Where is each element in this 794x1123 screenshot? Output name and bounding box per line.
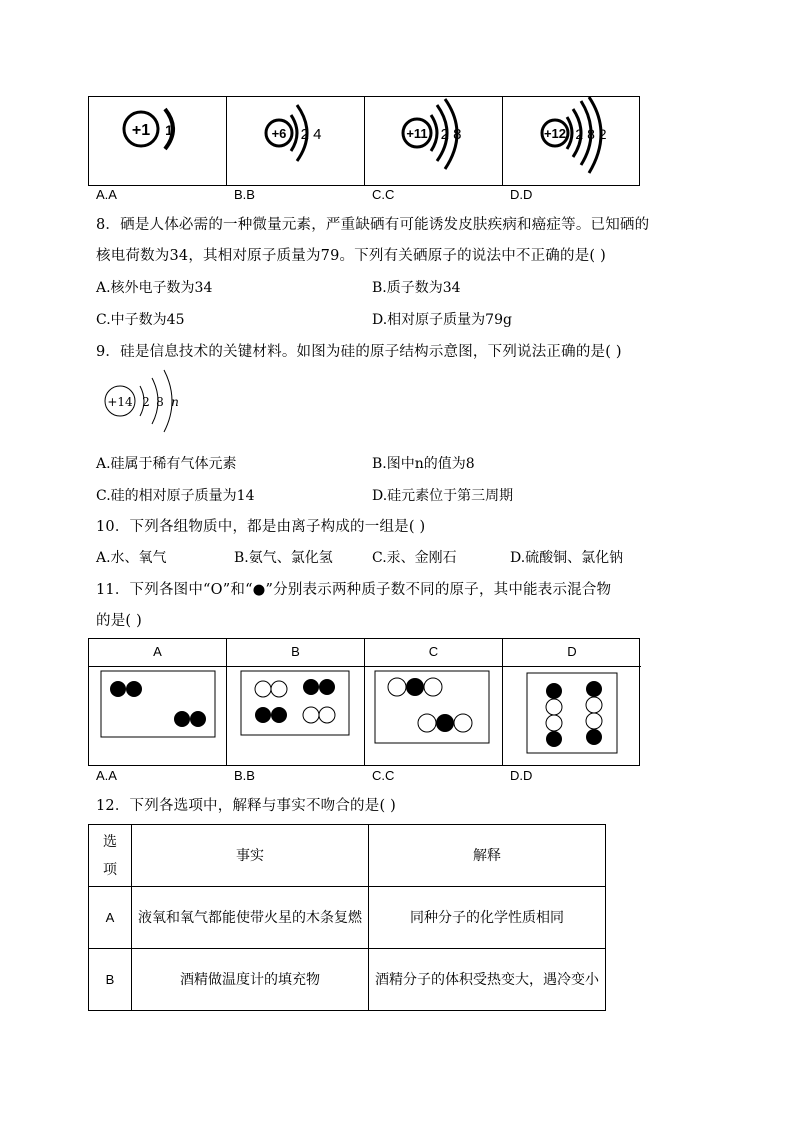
- table-row: [89, 949, 606, 1011]
- q7-cell-c: [365, 97, 503, 185]
- q8-option-d[interactable]: D.相对原子质量为79g: [372, 312, 512, 328]
- q7-option-b[interactable]: B.B: [234, 187, 255, 202]
- q12-stem: 12．下列各选项中，解释与事实不吻合的是( ): [96, 798, 396, 814]
- q8-option-b[interactable]: B.质子数为34: [372, 280, 461, 296]
- q12-row-a-fact: 液氧和氧气都能使带火星的木条复燃: [132, 887, 369, 949]
- q12-header-fact: 事实: [132, 825, 369, 887]
- silicon-atom-diagram: [100, 368, 200, 436]
- svg-text:2 8: 2 8: [440, 126, 462, 143]
- q11-figure-a: [89, 667, 227, 765]
- atom-diagram-c: [365, 97, 503, 185]
- q7-cell-a: [89, 97, 227, 185]
- q7-option-d[interactable]: D.D: [510, 187, 533, 202]
- q12-row-a-option: A: [89, 887, 132, 949]
- q11-figure-d: [503, 667, 641, 765]
- svg-text:+11: +11: [406, 126, 428, 141]
- table-row: [89, 887, 606, 949]
- q9-option-c[interactable]: C.硅的相对原子质量为14: [96, 488, 255, 504]
- q9-option-b[interactable]: B.图中n的值为8: [372, 456, 475, 472]
- q11-option-c[interactable]: C.C: [372, 768, 395, 783]
- q12-row-b-explain: 酒精分子的体积受热变大，遇冷变小: [369, 949, 606, 1011]
- svg-text:2 4: 2 4: [300, 126, 322, 143]
- q12-table: [88, 824, 606, 1011]
- q11-option-a[interactable]: A.A: [96, 768, 117, 783]
- q11-header-d: D: [503, 639, 641, 667]
- q12-header-option: 选 项: [89, 825, 132, 887]
- q11-header-c: C: [365, 639, 503, 667]
- q11-options-table: [88, 638, 640, 766]
- q11-header-b: B: [227, 639, 365, 667]
- q11-option-d[interactable]: D.D: [510, 768, 533, 783]
- q11-header-a: A: [89, 639, 227, 667]
- q10-option-d[interactable]: D.硫酸铜、氯化钠: [510, 550, 624, 566]
- q8-stem-line2: 核电荷数为34，其相对原子质量为79。下列有关硒原子的说法中不正确的是( ): [96, 248, 606, 264]
- atom-diagram-a: [89, 97, 227, 185]
- q7-cell-b: [227, 97, 365, 185]
- q8-option-c[interactable]: C.中子数为45: [96, 312, 185, 328]
- q7-option-a[interactable]: A.A: [96, 187, 117, 202]
- q7-options-table: [88, 96, 640, 186]
- q11-option-b[interactable]: B.B: [234, 768, 255, 783]
- q12-header-explain: 解释: [369, 825, 606, 887]
- q11-stem-line2: 的是( ): [96, 613, 142, 629]
- q9-stem: 9．硅是信息技术的关键材料。如图为硅的原子结构示意图，下列说法正确的是( ): [96, 344, 622, 360]
- q12-row-b-option: B: [89, 949, 132, 1011]
- q7-option-c[interactable]: C.C: [372, 187, 395, 202]
- q12-row-b-fact: 酒精做温度计的填充物: [132, 949, 369, 1011]
- q11-figure-c: [365, 667, 503, 765]
- svg-text:8: 8: [156, 395, 164, 409]
- svg-text:+6: +6: [271, 126, 287, 141]
- q8-option-a[interactable]: A.核外电子数为34: [96, 280, 213, 296]
- q9-option-a[interactable]: A.硅属于稀有气体元素: [96, 456, 237, 472]
- svg-text:+1: +1: [131, 122, 151, 139]
- atom-diagram-d: [503, 97, 641, 185]
- atom-diagram-b: [227, 97, 365, 185]
- q12-row-a-explain: 同种分子的化学性质相同: [369, 887, 606, 949]
- svg-text:2: 2: [142, 395, 150, 409]
- q10-option-a[interactable]: A.水、氧气: [96, 550, 167, 566]
- q11-stem-line1: 11．下列各图中“O”和“●”分别表示两种质子数不同的原子，其中能表示混合物: [96, 582, 612, 598]
- svg-text:2 8 2: 2 8 2: [575, 126, 607, 142]
- svg-text:n: n: [171, 395, 179, 409]
- svg-text:1: 1: [165, 122, 173, 138]
- svg-text:+12: +12: [543, 126, 567, 141]
- q10-stem: 10．下列各组物质中，都是由离子构成的一组是( ): [96, 519, 426, 535]
- q7-cell-d: [503, 97, 641, 185]
- q9-option-d[interactable]: D.硅元素位于第三周期: [372, 488, 514, 504]
- svg-text:+14: +14: [107, 395, 133, 409]
- q10-option-b[interactable]: B.氨气、氯化氢: [234, 550, 333, 566]
- q10-option-c[interactable]: C.汞、金刚石: [372, 550, 457, 566]
- q11-figure-b: [227, 667, 365, 765]
- q8-stem-line1: 8．硒是人体必需的一种微量元素，严重缺硒有可能诱发皮肤疾病和癌症等。已知硒的: [96, 217, 650, 233]
